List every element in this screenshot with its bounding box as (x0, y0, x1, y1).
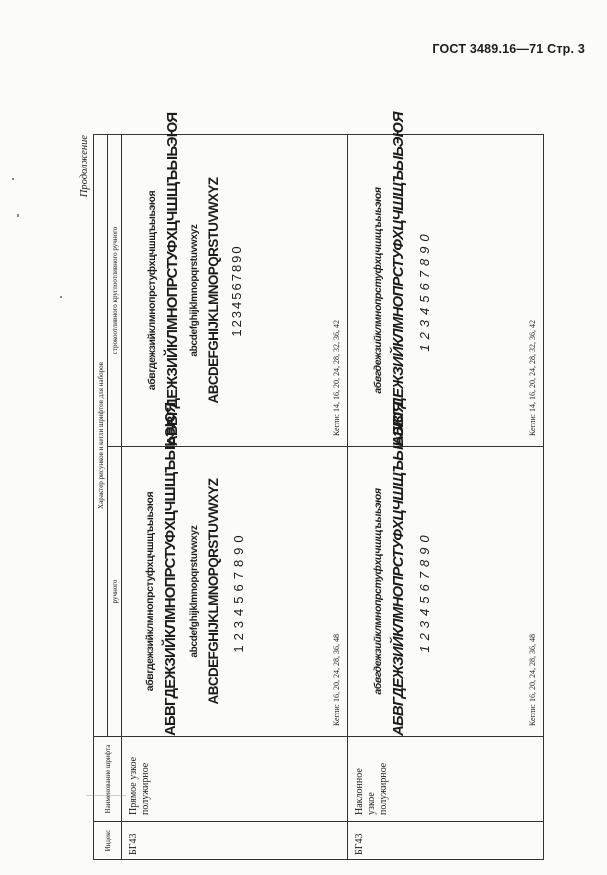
specimen-uppercase: АБВГДЕЖЗИЙКЛМНОПРСТУФХЦЧШЩЪЫЬЭЮЯ (390, 112, 407, 446)
continuation-label: Продолжение (79, 135, 90, 198)
manual-specimen (122, 402, 348, 737)
specimen-digits: 1234567890 (229, 244, 244, 337)
specimen-lowercase: абвгдежзийклмнопрстуфхцчшщъыьэюя (372, 187, 384, 394)
specimen-latin-uppercase: ABCDEFGHIJKLMNOPQRSTUVWXYZ (206, 478, 221, 705)
column-header-machine: строкоотливного круглоотливного ручного (108, 135, 122, 447)
specimen-lowercase: абвгдежзийклмнопрстуфхцчшщъыьэюя (146, 190, 158, 391)
row-index: БГ43 (348, 822, 544, 860)
point-sizes: Кегли: 16, 20, 24, 28, 36, 48 (332, 634, 341, 726)
specimen-digits: 1234567890 (231, 530, 246, 653)
machine-specimen (122, 112, 348, 447)
machine-specimen (348, 112, 544, 447)
manual-specimen (348, 402, 544, 737)
specimen-digits: 1234567890 (417, 229, 432, 352)
font-specimen-table (93, 112, 544, 860)
table-row (122, 135, 348, 860)
specimen-latin-uppercase: ABCDEFGHIJKLMNOPQRSTUVWXYZ (206, 177, 221, 404)
rotated-table-block (79, 112, 543, 860)
specimen-uppercase: АБВГДЕЖЗИЙКЛМНОПРСТУФХЦЧШЩЪЫЬЭЮЯ (162, 402, 179, 736)
scan-speck (12, 178, 14, 180)
column-header-group: Характер рисунков и кегли шрифтов для наборов (94, 135, 108, 737)
scan-speck (17, 214, 19, 217)
specimen-latin-lowercase: abcdefghijklmnopqrstuvwxyz (189, 525, 200, 658)
column-header-name: Наименование шрифта (94, 737, 122, 822)
column-header-manual: ручного (108, 447, 122, 737)
specimen-digits: 1234567890 (417, 530, 432, 653)
point-sizes: Кегли: 14, 16, 20, 24, 28, 32, 36, 42 (528, 320, 537, 436)
point-sizes: Кегли: 14, 16, 20, 24, 28, 32, 36, 42 (332, 320, 341, 436)
row-index: БГ43 (122, 822, 348, 860)
font-name: Наклонное узкое полужирное (348, 737, 544, 822)
scan-speck (60, 296, 62, 298)
specimen-latin-lowercase: abcdefghijklmnopqrstuvwxyz (189, 224, 200, 357)
scan-line (86, 795, 126, 796)
column-header-index: Индекс (94, 822, 122, 860)
page-header: ГОСТ 3489.16—71 Стр. 3 (432, 42, 585, 56)
specimen-lowercase: абвгдежзийклмнопрстуфхцчшщъыьэюя (372, 488, 384, 695)
specimen-uppercase: АБВГДЕЖЗИЙКЛМНОПРСТУФХЦЧШЩЪЫЬЭЮЯ (390, 402, 407, 736)
specimen-lowercase: абвгдежзийклмнопрстуфхцчшщъыьэюя (144, 491, 156, 692)
point-sizes: Кегли: 16, 20, 24, 28, 36, 48 (528, 634, 537, 726)
font-name: Прямое узкое полужирное (122, 737, 348, 822)
specimen-uppercase: АБВГДЕЖЗИЙКЛМНОПРСТУФХЦЧШЩЪЫЬЭЮЯ (164, 112, 181, 446)
table-row (348, 135, 544, 860)
